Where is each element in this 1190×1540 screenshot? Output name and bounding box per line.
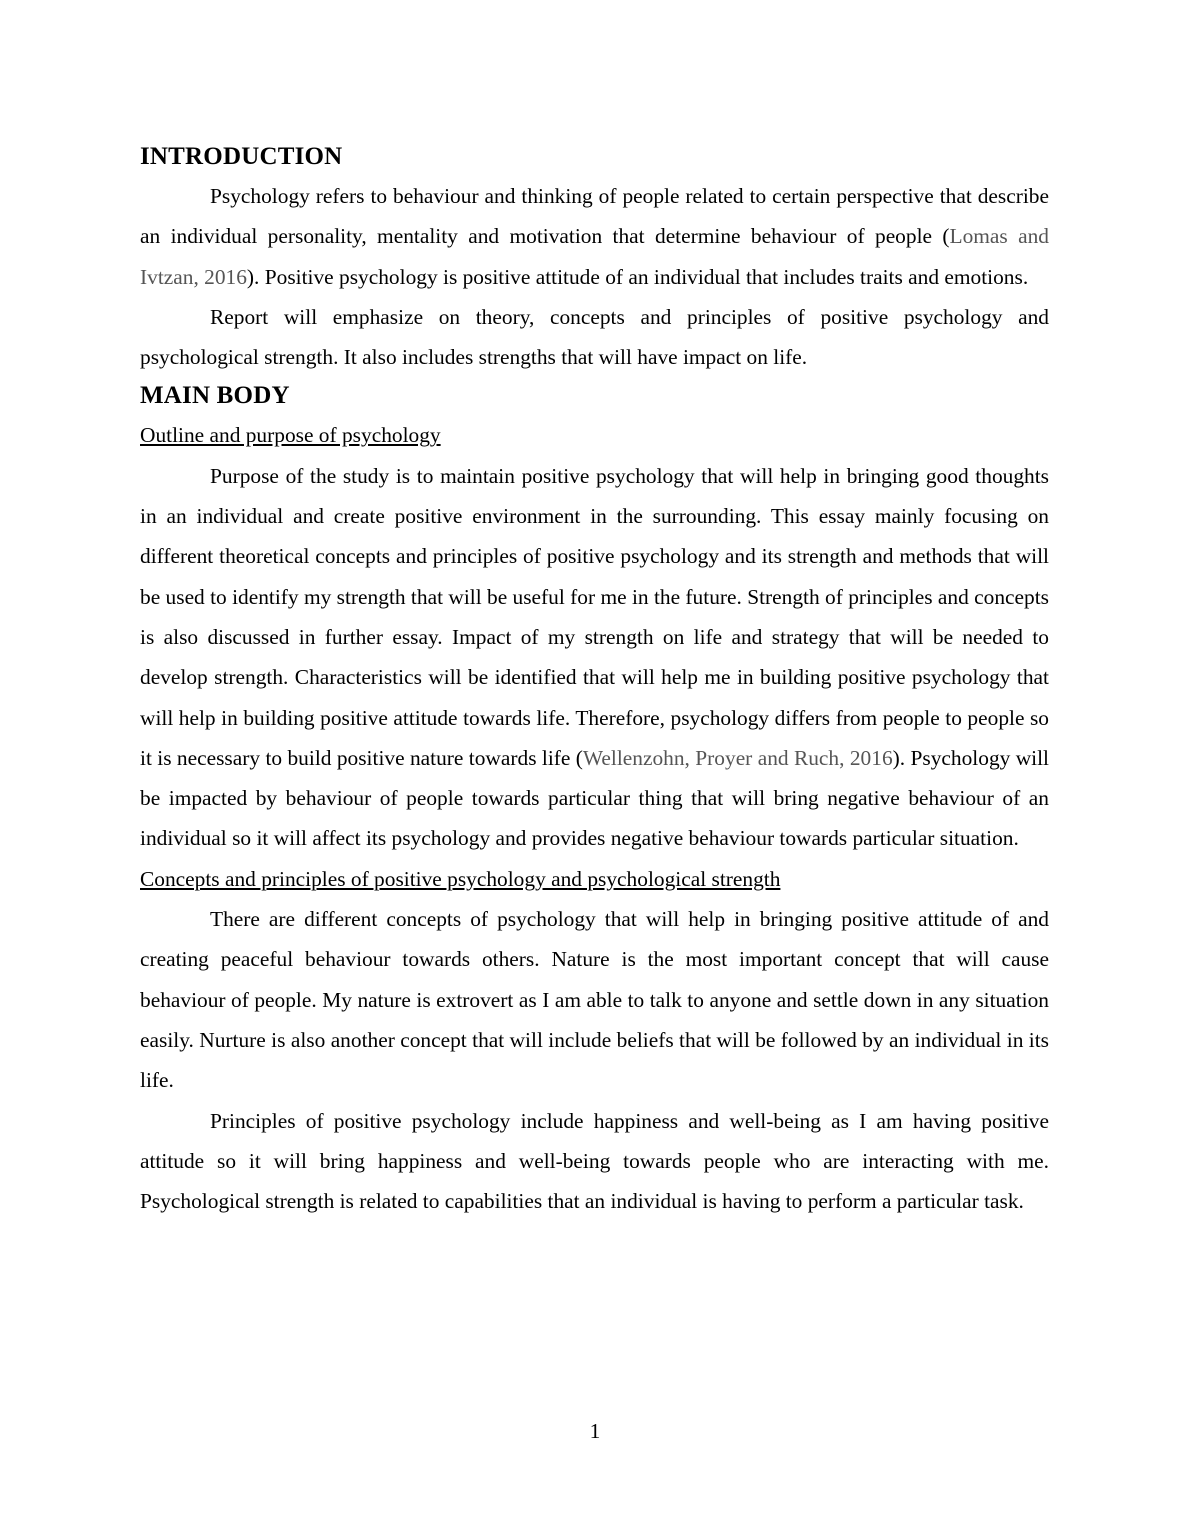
concepts-paragraph-2: Principles of positive psychology include happiness and well-being as I am having positive attitude so it will bring happiness and well-being towards people who are interacting with me. Psychological strength is related to capabilities that an individual is having to perform a particular task. [140,1108,1049,1214]
page-number: 1 [589,1419,601,1443]
introduction-p1-text-b: ). Positive psychology is positive attitude of an individual that includes traits and emotions. [246,264,1029,289]
outline-p1-text-a: Purpose of the study is to maintain positive psychology that will help in bringing good thoughts in an individual and create positive environment in the surrounding. This essay mainly focusing on different theoretical concepts and principles of positive psychology and its strength and methods that will be used to identify my strength that will be useful for me in the future. Strength of principles and concepts is also discussed in further essay. Impact of my strength on life and strategy that will be needed to develop strength. Characteristics will be identified that will help me in building positive psychology that will help in building positive attitude towards life. Therefore, psychology differs from people to people so it is necessary to build positive nature towards life ( [140,463,1049,770]
citation-wellenzohn: Wellenzohn, Proyer and Ruch, 2016 [582,745,893,770]
outline-paragraph-1 [140,456,1049,859]
document-page [140,138,1049,1221]
introduction-paragraph-2: Report will emphasize on theory, concepts and principles of positive psychology and psychological strength. It also includes strengths that will have impact on life. [140,304,1049,370]
citation-lomas-ivtzan: Lomas and Ivtzan, 2016 [140,224,1049,289]
section-outline-title: Outline and purpose of psychology [140,423,441,448]
section-concepts-title: Concepts and principles of positive psychology and psychological strength [140,866,781,891]
introduction-paragraph-1 [140,176,1049,297]
introduction-p1-text-a: Psychology refers to behaviour and thinking of people related to certain perspective that describe an individual personality, mentality and motivation that determine behaviour of people ( [140,184,1049,249]
concepts-paragraph-1: There are different concepts of psychology that will help in bringing positive attitude of and creating peaceful behaviour towards others. Nature is the most important concept that will cause behaviour of people. My nature is extrovert as I am able to talk to anyone and settle down in any situation easily. Nurture is also another concept that will include beliefs that will be followed by an individual in its life. [140,907,1049,1093]
main-body-heading: MAIN BODY [140,382,290,410]
outline-p1-text-b: ). Psychology will be impacted by behaviour of people towards particular thing that will bring negative behaviour of an individual so it will affect its psychology and provides negative behaviour towards particular situation. [140,745,1049,851]
introduction-heading: INTRODUCTION [140,143,343,170]
